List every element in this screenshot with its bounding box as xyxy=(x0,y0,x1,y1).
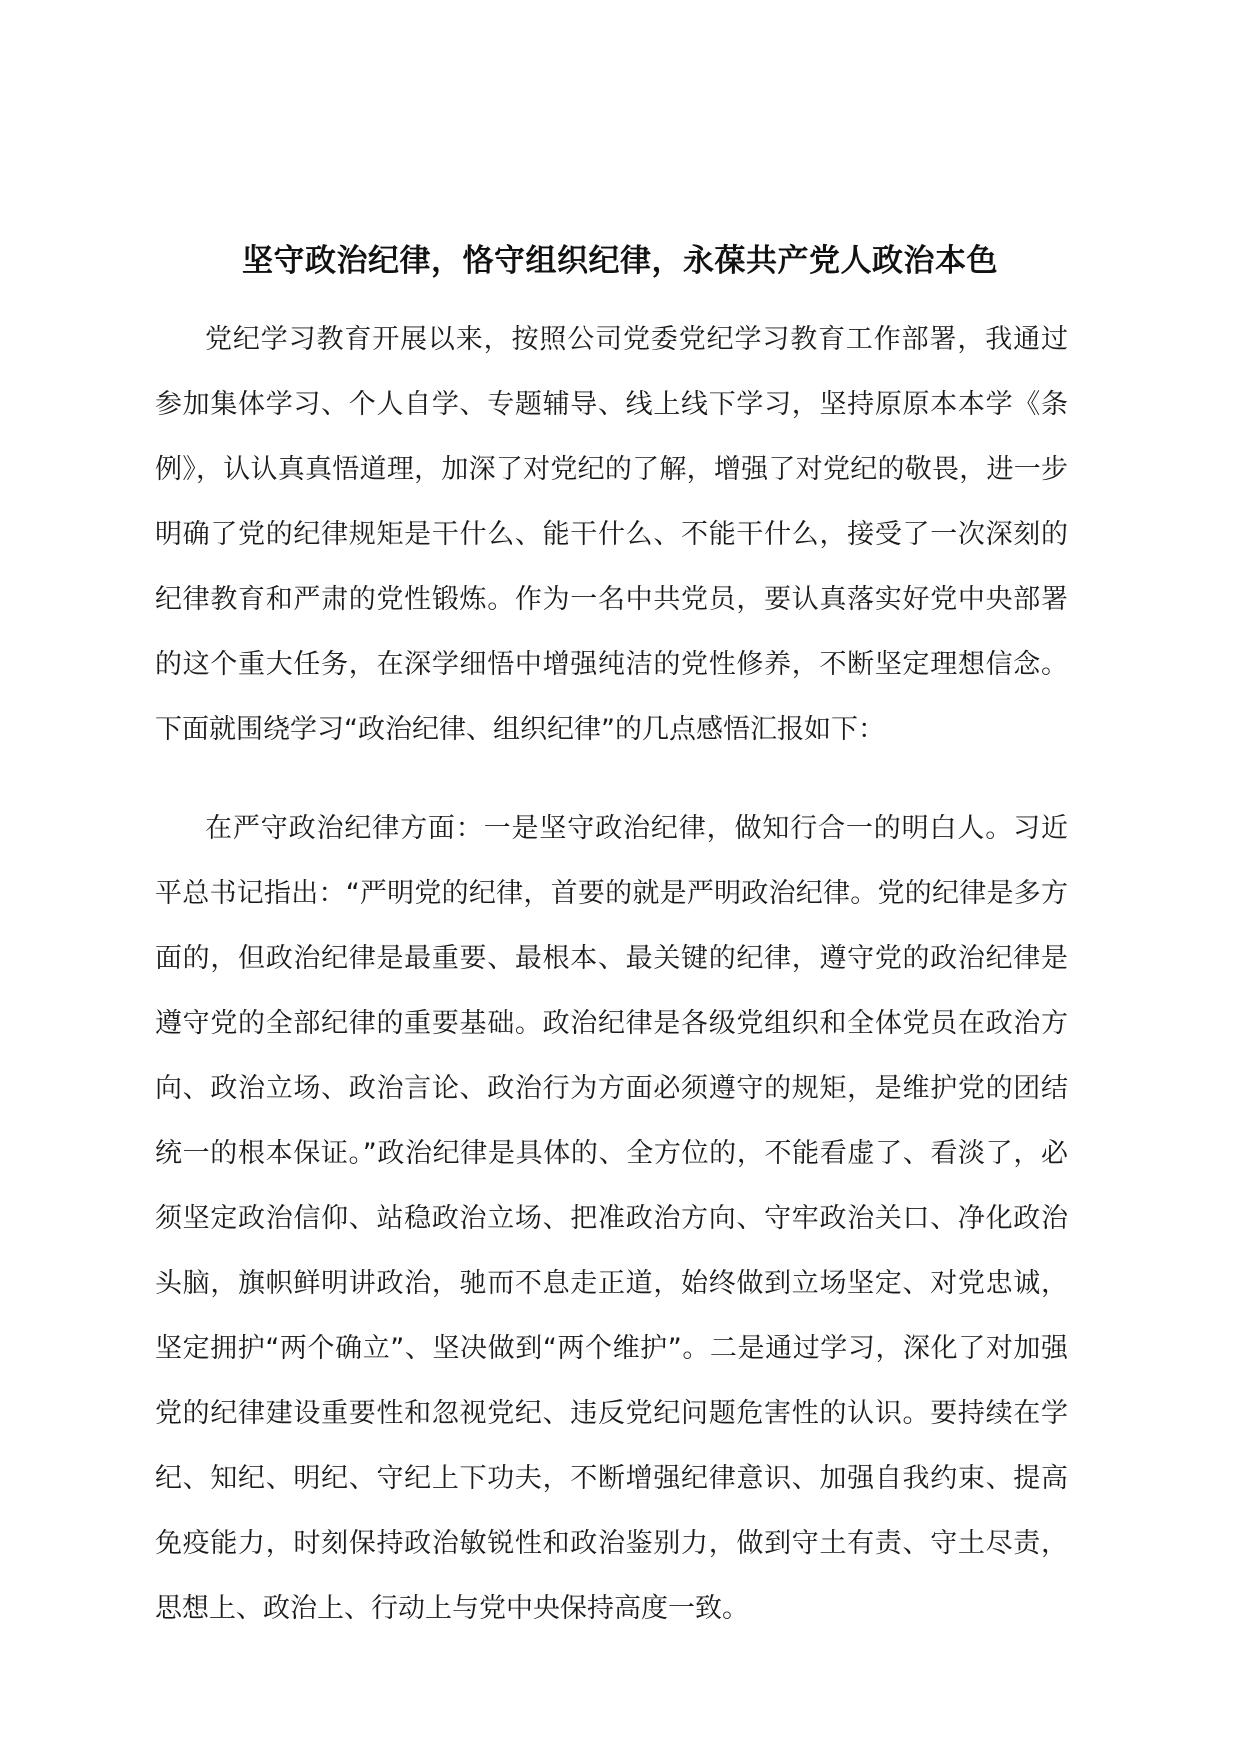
paragraph-political-discipline: 在严守政治纪律方面：一是坚守政治纪律，做知行合一的明白人。习近平总书记指出：“严明党的纪律，首要的就是严明政治纪律。党的纪律是多方面的，但政治纪律是最重要、最根本、最关键的纪律，遵守党的政治纪律是遵守党的全部纪律的重要基础。政治纪律是各级党组织和全体党员在政治方向、政治立场、政治言论、政治行为方面必须遵守的规矩，是维护党的团结统一的根本保证。”政治纪律是具体的、全方位的，不能看虚了、看淡了，必须坚定政治信仰、站稳政治立场、把准政治方向、守牢政治关口、净化政治头脑，旗帜鲜明讲政治，驰而不息走正道，始终做到立场坚定、对党忠诚，坚定拥护“两个确立”、坚决做到“两个维护”。二是通过学习，深化了对加强党的纪律建设重要性和忽视党纪、违反党纪问题危害性的认识。要持续在学纪、知纪、明纪、守纪上下功夫，不断增强纪律意识、加强自我约束、提高免疫能力，时刻保持政治敏锐性和政治鉴别力，做到守土有责、守土尽责，思想上、政治上、行动上与党中央保持高度一致。 xyxy=(155,813,1068,1624)
paragraph-introduction: 党纪学习教育开展以来，按照公司党委党纪学习教育工作部署，我通过参加集体学习、个人自学、专题辅导、线上线下学习，坚持原原本本学《条例》，认认真真悟道理，加深了对党纪的了解，增强了对党纪的敬畏，进一步明确了党的纪律规矩是干什么、能干什么、不能干什么，接受了一次深刻的纪律教育和严肃的党性锻炼。作为一名中共党员，要认真落实好党中央部署的这个重大任务，在深学细悟中增强纯洁的党性修养，不断坚定理想信念。下面就围绕学习“政治纪律、组织纪律”的几点感悟汇报如下： xyxy=(155,324,1068,745)
document-title: 坚守政治纪律，恪守组织纪律，永葆共产党人政治本色 xyxy=(242,242,998,279)
